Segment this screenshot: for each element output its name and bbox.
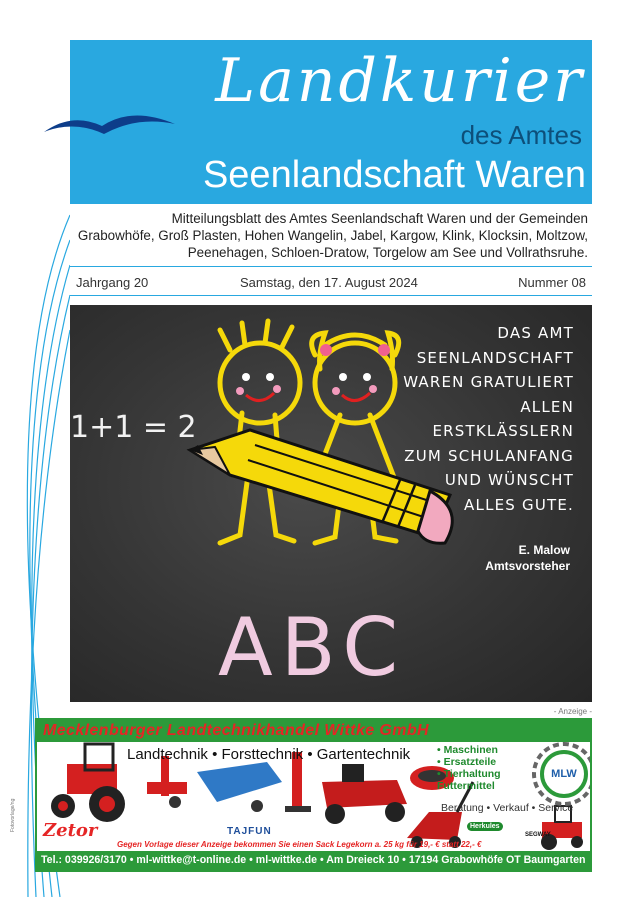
- ride-on-mower-icon: [322, 764, 407, 824]
- herkules-logo: Herkules: [467, 822, 503, 831]
- greeting-line: DAS AMT: [497, 324, 574, 342]
- boy-face: [242, 373, 274, 381]
- greeting-line: SEENLANDSCHAFT: [416, 348, 574, 367]
- chalk-abc: ABC: [218, 601, 407, 694]
- issue-number: Nummer 08: [518, 275, 586, 290]
- newspaper-title: Landkurier: [215, 46, 585, 116]
- forestry-equipment-icon: [147, 756, 187, 808]
- signature-role: Amtsvorsteher: [485, 559, 570, 573]
- photo-credit: Fotovorlage/ng: [10, 798, 16, 832]
- ad-beratung: Beratung • Verkauf • Service: [441, 802, 574, 814]
- feature-item: • Ersatzteile: [437, 756, 497, 768]
- ad-offer: Gegen Vorlage dieser Anzeige bekommen Sie einen Sack Legekorn a. 25 kg für 19,- € statt 22,- €: [117, 840, 482, 849]
- info-line: Peenehagen, Schloen-Dratow, Torgelow am See und Vollrathsruhe.: [187, 245, 588, 260]
- ad-features: [437, 744, 501, 792]
- signature-name: E. Malow: [518, 543, 570, 557]
- publication-info: [70, 210, 588, 261]
- ad-services: Landtechnik • Forsttechnik • Gartentechnik: [127, 746, 411, 763]
- ad-label: - Anzeige -: [553, 707, 592, 716]
- issue-date: Samstag, den 17. August 2024: [240, 275, 418, 290]
- seagull-logo-icon: [42, 104, 177, 144]
- feature-item: Futtermittel: [437, 780, 495, 792]
- greeting-line: ALLEN ERSTKLÄSSLERN: [432, 397, 574, 440]
- greeting-line: UND WÜNSCHT: [444, 471, 574, 489]
- signature: [485, 542, 570, 574]
- ad-headline: Mecklenburger Landtechnikhandel Wittke GmbH: [37, 720, 590, 742]
- segway-logo: SEGWAY: [525, 832, 551, 838]
- masthead-subtitle: des Amtes: [460, 120, 582, 150]
- wood-splitter-icon: [197, 762, 282, 812]
- feature-item: • Tierhaltung: [437, 768, 501, 780]
- zetor-logo: Zetor: [43, 820, 98, 841]
- issue-bar: [70, 266, 592, 296]
- cover-greeting: [374, 321, 574, 517]
- greeting-line: WAREN GRATULIERT: [403, 373, 574, 391]
- tajfun-logo: TAJFUN: [227, 826, 272, 837]
- issue-volume: Jahrgang 20: [76, 275, 149, 290]
- feature-item: • Maschinen: [437, 744, 498, 756]
- mlw-logo: MLW: [540, 750, 588, 798]
- cover-chalkboard: [70, 305, 592, 702]
- greeting-line: ZUM SCHULANFANG: [404, 446, 574, 465]
- masthead-region: Seenlandschaft Waren: [202, 154, 586, 196]
- ad-contact[interactable]: Tel.: 039926/3170 • ml-wittke@t-online.de • ml-wittke.de • Am Dreieck 10 • 17194 Grabowhöfe OT Baumgarten: [37, 851, 590, 870]
- greeting-line: ALLES GUTE.: [464, 495, 574, 514]
- info-line: Mitteilungsblatt des Amtes Seenlandschaft Waren und der Gemeinden: [171, 211, 588, 226]
- tractor-icon: [51, 744, 125, 822]
- advertisement[interactable]: [35, 718, 592, 872]
- info-line: Grabowhöfe, Groß Plasten, Hohen Wangelin, Jabel, Kargow, Klink, Klocksin, Moltzow,: [77, 228, 588, 243]
- chalk-math: 1+1 = 2: [70, 410, 197, 445]
